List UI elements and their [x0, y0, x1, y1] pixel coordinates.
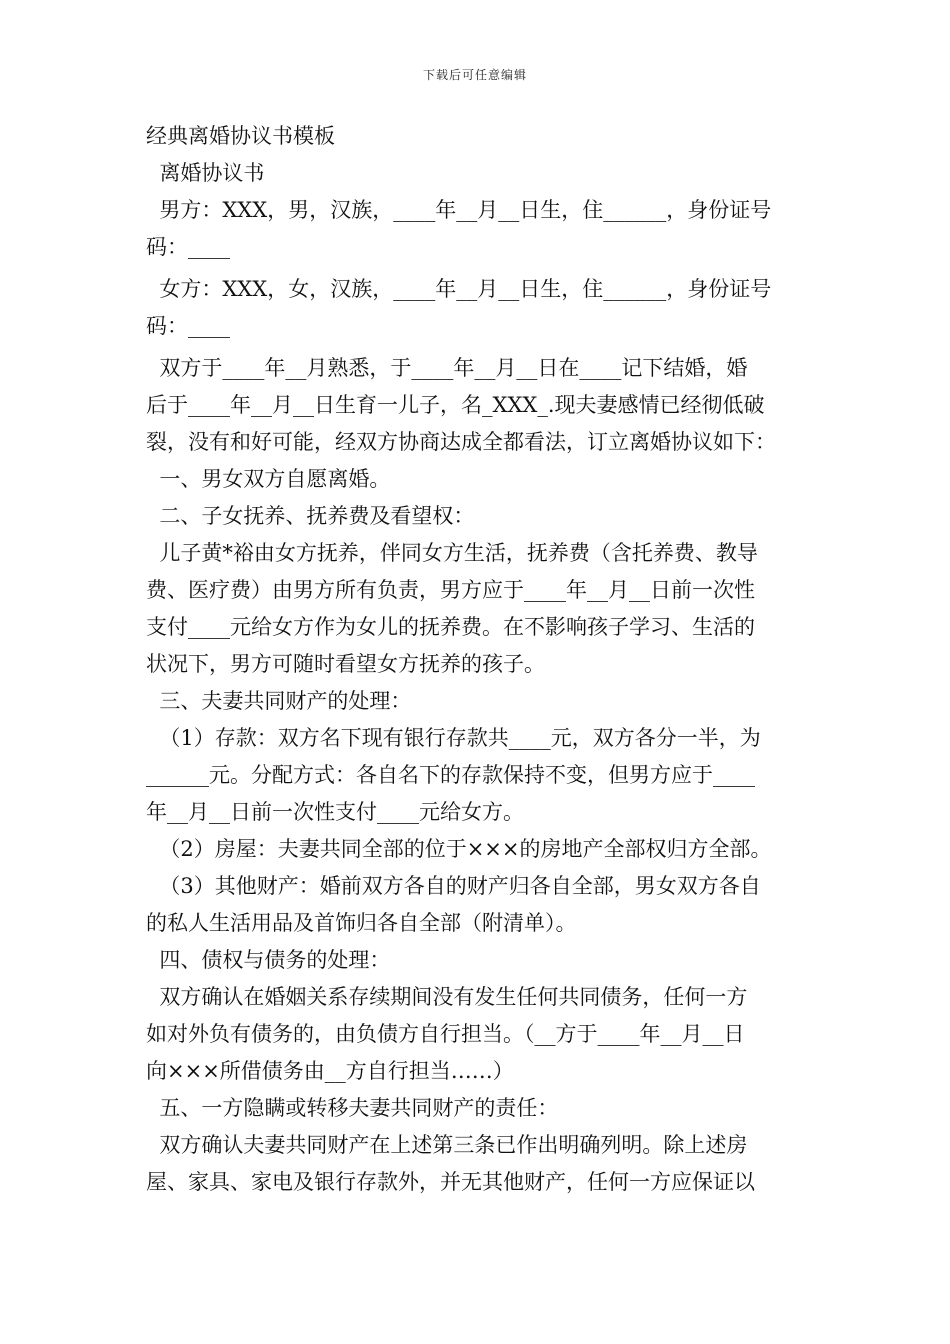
section-heading: 四、债权与债务的处理： [146, 948, 391, 972]
female-party-line-cont: 码：____ [146, 314, 230, 338]
male-party-line: 男方：XXX，男，汉族，____年__月__日生，住______，身份证号 [146, 198, 772, 222]
doc-subtitle: 离婚协议书 [146, 161, 265, 185]
section-heading: 五、一方隐瞒或转移夫妻共同财产的责任： [146, 1096, 559, 1120]
paragraph-line: （2）房屋：夫妻共同全部的位于×××的房地产全部权归方全部。 [146, 837, 772, 861]
paragraph-line: ______元。分配方式：各自名下的存款保持不变，但男方应于____ [146, 763, 755, 787]
paragraph-line: 向×××所借债务由__方自行担当……） [146, 1059, 514, 1083]
paragraph-line: 屋、家具、家电及银行存款外，并无其他财产，任何一方应保证以 [146, 1170, 755, 1194]
section-heading: 三、夫妻共同财产的处理： [146, 689, 412, 713]
paragraph-line: 状况下，男方可随时看望女方抚养的孩子。 [146, 652, 545, 676]
header-note: 下载后可任意编辑 [422, 68, 527, 82]
paragraph-line: 后于____年__月__日生育一儿子，名_XXX_.现夫妻感情已经彻低破 [146, 393, 765, 417]
paragraph-line: 如对外负有债务的，由负债方自行担当。（__方于____年__月__日 [146, 1022, 745, 1046]
paragraph-line: 裂，没有和好可能，经双方协商达成全都看法，订立离婚协议如下： [146, 430, 776, 454]
paragraph-line: 双方于____年__月熟悉，于____年__月__日在____记下结婚，婚 [146, 356, 748, 380]
section-heading: 一、男女双方自愿离婚。 [146, 467, 391, 491]
paragraph-line: 年__月__日前一次性支付____元给女方。 [146, 800, 524, 824]
paragraph-line: （1）存款：双方名下现有银行存款共____元，双方各分一半，为 [146, 726, 761, 750]
paragraph-line: 费、医疗费）由男方所有负责，男方应于____年__月__日前一次性 [146, 578, 755, 602]
paragraph-line: 双方确认在婚姻关系存续期间没有发生任何共同债务，任何一方 [146, 985, 748, 1009]
male-party-line-cont: 码：____ [146, 235, 230, 259]
doc-title: 经典离婚协议书模板 [146, 124, 335, 148]
paragraph-line: 支付____元给女方作为女儿的抚养费。在不影响孩子学习、生活的 [146, 615, 755, 639]
section-heading: 二、子女抚养、抚养费及看望权： [146, 504, 475, 528]
paragraph-line: （3）其他财产：婚前双方各自的财产归各自全部，男女双方各自 [146, 874, 761, 898]
document-body [146, 118, 806, 1201]
paragraph-line: 儿子黄*裕由女方抚养，伴同女方生活，抚养费（含托养费、教导 [146, 541, 758, 565]
female-party-line: 女方：XXX，女，汉族，____年__月__日生，住______，身份证号 [146, 277, 772, 301]
paragraph-line: 双方确认夫妻共同财产在上述第三条已作出明确列明。除上述房 [146, 1133, 748, 1157]
paragraph-line: 的私人生活用品及首饰归各自全部（附清单）。 [146, 911, 577, 935]
